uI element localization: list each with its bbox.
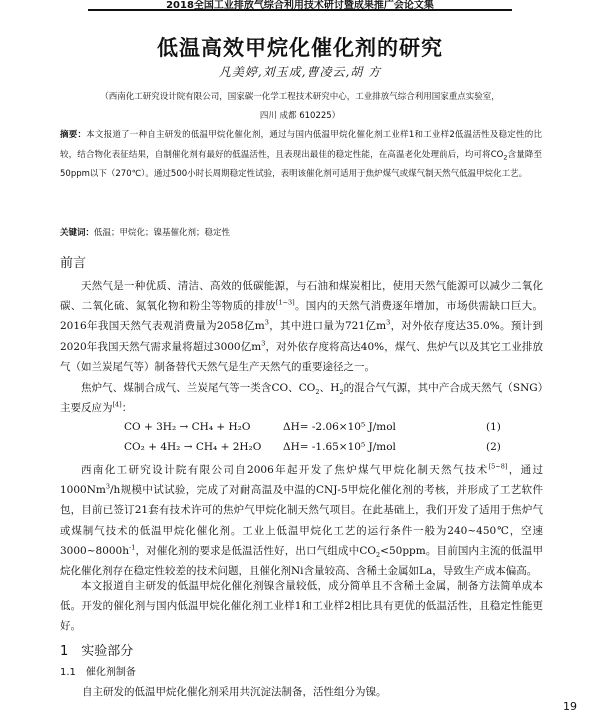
section-heading-intro: 前言 <box>60 256 87 271</box>
abstract-sub: 2 <box>503 153 508 162</box>
intro-paragraph-3: 西南化工研究设计院有限公司自2006年起开发了焦炉煤气甲烷化制天然气技术[5~8]，通过1000Nm$^3$/h规模中试试验，完成了对耐高温及中温的CNJ-5甲烷化催化剂的考核，并形成了工艺软件包，目前已签订21套有技术许可的焦炉气甲烷化制天然气项目。在此基础上，我们开发了适用于焦炉气或煤制气技术的低温甲烷化催化剂。工业上低温甲烷化工艺的运行条件一般为240~450℃，空速$3000\sim 8000h^{-1}$，对催化剂的要求是低温活性好，出口气组成中$CO_2<50ppm$。目前国内主流的低温甲烷化催化剂存在稳定性较差的技术问题，且催化剂Ni含量较高、含稀土金属如La，导致生产成本偏高。 <box>60 462 543 578</box>
keywords <box>60 226 230 238</box>
intro-paragraph-1: 天然气是一种优质、清洁、高效的低碳能源，与石油和煤炭相比，使用天然气能源可以减少二氧化碳、二氧化硫、氮氧化物和粉尘等物质的排放[1~3]。国内的天然气消费逐年增加，市场供需缺口巨大。2016年我国天然气表观消费量为2058亿$m^3$，其中进口量为721亿$m^3$，对外依存度达35.0%。预计到2020年我国天然气需求量将超过3000亿$m^3$，对外依存度将高达40%，煤气、焦炉气以及其它工业排放气（如兰炭尾气等）制备替代天然气是生产天然气的重要途径之一。 <box>60 280 544 373</box>
paper-title: 低温高效甲烷化催化剂的研究 <box>157 36 443 60</box>
equation-number: (1) <box>486 421 501 433</box>
abstract-label: 摘要： <box>60 130 87 140</box>
body-text-line: 自主研发的低温甲烷化催化剂采用共沉淀法制备，活性组分为镍。 <box>82 686 387 698</box>
equation-enthalpy: ΔH= -2.06×10⁵ J/mol <box>283 421 396 433</box>
abstract-text-2: 含量降至50ppm以下（270℃）。通过500小时长周期稳定性试验，表明该催化剂可适用于焦炉煤气或煤气制天然气低温甲烷化工艺。 <box>60 149 542 179</box>
equation-enthalpy: ΔH= -1.65×10⁵ J/mol <box>283 441 396 453</box>
equation-lhs: CO₂ + 4H₂ → CH₄ + 2H₂O <box>124 441 262 453</box>
equation-1 <box>0 421 600 439</box>
affiliation-line2: 四川 成都 610225） <box>259 111 341 121</box>
running-header: 2018全国工业排放气综合利用技术研讨暨成果推广会论文集 <box>166 0 434 11</box>
abstract-text-1: 本文报道了一种自主研发的低温甲烷化催化剂，通过与国内低温甲烷化催化剂工业样1和工业样2低温活性及稳定性的比较，结合物化表征结果，自制催化剂有最好的低温活性，且表现出最佳的稳定性能，在高温老化处理前后，均可将CO <box>60 130 542 160</box>
page-number: 19 <box>563 700 577 713</box>
authors: 凡美婷,刘玉成,曹凌云,胡 方 <box>218 65 382 79</box>
citation: [5~8] <box>488 462 508 471</box>
keywords-label: 关键词： <box>60 228 95 238</box>
equation-lhs: CO + 3H₂ → CH₄ + H₂O <box>124 421 251 433</box>
citation: [4] <box>112 400 122 409</box>
equation-number: (2) <box>486 441 501 453</box>
citation: [1~3] <box>275 298 295 307</box>
affiliation-line1: （西南化工研究设计院有限公司，国家碳一化学工程技术研究中心，工业排放气综合利用国家重点实验室， <box>100 92 500 102</box>
intro-paragraph-4: 本文报道自主研发的低温甲烷化催化剂镍含量较低，成分简单且不含稀土金属，制备方法简单成本低。开发的催化剂与国内低温甲烷化催化剂工业样1和工业样2相比具有更优的低温活性，且稳定性能更好。 <box>60 580 543 633</box>
equation-2 <box>0 441 600 459</box>
keywords-text: 低温；甲烷化；镍基催化剂；稳定性 <box>94 228 231 238</box>
subsection-heading: 1.1 催化剂制备 <box>60 667 136 678</box>
abstract <box>60 126 542 185</box>
intro-paragraph-2: 焦炉气、煤制合成气、兰炭尾气等一类含CO、$CO_2$、$H_2$的混合气气源，其中产合成天然气（SNG）主要反应为[4]： <box>60 382 543 415</box>
section-heading-1: 1 实验部分 <box>60 644 134 659</box>
affiliation <box>70 88 530 126</box>
